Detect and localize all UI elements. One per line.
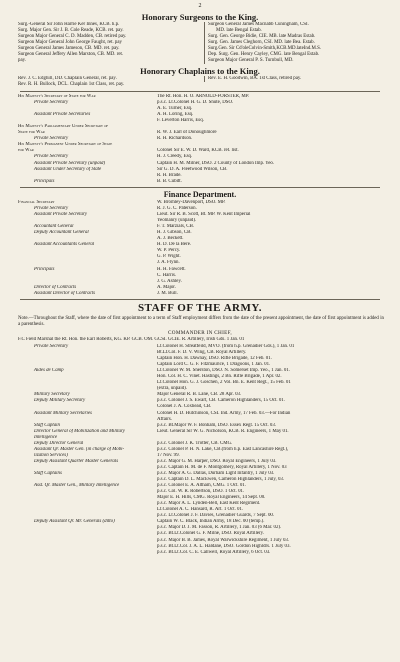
- office-holder: A. J. Beckett.: [157, 236, 184, 242]
- list-item: Surg. Gen. George Bidie, CIE. MB. late Madras Estab.: [208, 34, 316, 40]
- office-holder: G. P. Wight.: [157, 254, 181, 260]
- commander-line: F.C Field Marshal the Rt. Hon. the Earl Roberts, KG. KP. GCB. OM. GCSI. GCIE. R. Artillery, Irish Gds. 1 Jan. 01: [18, 337, 245, 342]
- office-label: Deputy Military Secretary: [34, 398, 86, 404]
- list-item: Dep. Surg. Gen. Henry Cayley, CMG. late Bengal Estab.: [208, 52, 320, 58]
- list-item: Surgeon Major General C. D. Madden, CB. retired pay.: [18, 34, 127, 40]
- office-holder: R. H. Brade.: [157, 172, 182, 178]
- office-label: Private Secretary: [34, 100, 69, 106]
- list-item: Surg. Major Gen. Sir J. B. Cole Reade, KCB. ret. pay.: [18, 28, 124, 34]
- office-holder: (extra, unpaid).: [157, 386, 188, 392]
- list-item: Rev. E. H. Goodwin, BA. 1st Class, retired pay.: [208, 76, 302, 81]
- list-item: Surgeon Major General John George Faught, ret. pay: [18, 40, 122, 46]
- office-holder: H. D. De la Bere.: [157, 242, 192, 248]
- list-item: MD. late Bengal Estab.: [216, 28, 262, 34]
- office-holder: F. Leverton Harris, Esq.: [157, 118, 204, 124]
- office-holder: p.s.c. Captain D. L. MacEwen, Cameron Highlanders, 1 July, 03.: [157, 477, 285, 483]
- office-label: Director of Contracts: [34, 284, 77, 290]
- office-holder: H. H. Fawcett.: [157, 266, 186, 272]
- office-holder: Bt.Lt.Col. F. D. V. Wing, CB. Royal Artillery.: [157, 350, 247, 356]
- honorary-surgeons-right: [204, 22, 388, 64]
- office-holder: Colonel Sir E. W. D. Ward, KCB. ret. list.: [157, 148, 239, 154]
- office-holder: Lt.Colonel Hon. G. J. Goschen, 2 Vol. Bn. E. Kent Regt., 15 Feb. 01: [157, 380, 291, 386]
- office-holder: Affairs.: [157, 416, 172, 422]
- office-holder: Hon. Col. H. C. Vinet. Hastings, 2 Bn. Rifle Brigade, 1 Apr. 02.: [157, 374, 282, 380]
- office-holder: p.s.c. Lt.Colonel H. G. D. Shute, DSO.: [157, 100, 234, 106]
- finance-heading: Finance Department.: [163, 190, 237, 199]
- honorary-chaplains-heading: Honorary Chaplains to the King.: [140, 66, 260, 76]
- office-holder: H. J. Gibson, CB.: [157, 230, 192, 236]
- office-holder: Sir G. D. A. Fleetwood Wilson, CB.: [157, 166, 228, 172]
- office-holder: Lt.Colonel H. Streatfeild, MVO. (from h.p. Grenadier Gds.), 1 Jan. 01: [157, 344, 295, 349]
- office-holder: p.s.c. Major B. B. James, Royal Warwickshire Regiment, 1 July 03.: [157, 537, 290, 543]
- office-label: Assistant Under Secretary of State: [34, 166, 102, 172]
- office-holder: R. J. G. C. Paterson.: [157, 206, 197, 212]
- office-holder: Captain Lord C. G. F. Fitzmaurice, 1 Dragoons, 1 Jan. 01.: [157, 362, 271, 368]
- office-label: Deputy Accountant General: [34, 230, 89, 236]
- office-holder: p.s.c. Major G. M. Harper, DSO. Royal Engineers, 1 July 03.: [157, 458, 277, 464]
- staff-block: [18, 344, 384, 556]
- office-label: Intelligence: [34, 434, 58, 440]
- office-holder: Lieut. Sir R. B. Scott, Bt. MP. W. Kent Imperial: [157, 212, 251, 218]
- office-holder: p.s.c. Major D. J. M. Fasson, R. Artillery, 1 Jan. 03 (6 Mar. 02).: [157, 525, 282, 531]
- office-holder: p.s.c. Bt.Lt.Col. J. A. L. Haldane, DSO. Gordon Highldrs. 1 July 03.: [157, 543, 291, 549]
- office-holder: B. B. Cubitt.: [157, 178, 182, 184]
- list-item: Surg.Gen. Sir Cd'oleColvin-Smith,KCB.MD.lateInd.M.S.: [208, 46, 322, 52]
- staff-heading: STAFF OF THE ARMY.: [137, 302, 263, 314]
- office-holder: p.s.c. Major A. G. Dallas, Durham Light Infantry, 1 July 03.: [157, 470, 275, 476]
- office-holder: J. M. Bull.: [157, 290, 178, 296]
- table-row: [18, 291, 384, 297]
- office-holder: Captain H. M. Milner, DSO. 2 County of London Imp. Yeo.: [157, 160, 275, 166]
- office-label: Financial Secretary: [18, 200, 55, 205]
- office-label: Staff Captains: [34, 470, 62, 476]
- office-holder: Captain Hon. H. Dawnay, DSO. Rifle Brigade, 12 Feb. 01.: [157, 356, 272, 362]
- office-label: Accountant General: [34, 224, 74, 230]
- table-row: [18, 550, 384, 556]
- office-holder: A. E. Turner, Esq.: [157, 106, 193, 112]
- office-holder: W. P. Percy.: [157, 248, 181, 254]
- office-label: Private Secretary: [34, 136, 69, 142]
- office-holder: H. J. Creedy, Esq.: [157, 154, 193, 160]
- office-label: lization Services): [34, 452, 68, 458]
- office-label: Assistant Qr. Master Gen. (in charge of Mobi-: [34, 446, 125, 452]
- divider: [20, 91, 380, 92]
- office-holder: Lt.Colonel A. C. Hansard, R. Art. 1 Oct. 01.: [157, 507, 244, 513]
- honorary-chaplains-right: [204, 76, 388, 82]
- office-holder: p.s.c. Captain H. M. de F. Montgomery, Royal Artillery, 1 Nov. 03: [157, 464, 287, 470]
- office-holder: R. H. Richardson.: [157, 136, 193, 142]
- war-office-block: [18, 94, 384, 185]
- office-label: Deputy Director General: [34, 440, 84, 446]
- office-holder: p.s.c. Bt.Major W. F. Bonham, DSO. Essex Regt. 15 Oct. 03.: [157, 422, 277, 428]
- office-holder: p.s.c. Colonel J. S. Ewart, CB. Cameron Highlanders, 15 Oct. 01.: [157, 398, 285, 404]
- list-item: Surg. Gen. James Cleghorn, CSI. MD. late Bea. Estab.: [208, 40, 315, 46]
- office-holder: F. T. Marzials, CB.: [157, 224, 195, 230]
- office-label: Assistant Private Secretary (unpaid): [34, 160, 106, 166]
- office-holder: Captain W. C. Black, Indian Army, 18 Dec. 00 (temp.).: [157, 519, 265, 525]
- office-label: Assistant Accountants General: [34, 242, 95, 248]
- list-item: Surgeon General James Jameson, CB. MD. ret. pay.: [18, 46, 120, 52]
- office-label: His Majesty's Secretary of State for War: [18, 94, 96, 99]
- table-row: [18, 179, 384, 185]
- office-holder: p.s.c. Bt.Lt.Colonel G. F. Milne, DSO. Royal Artillery.: [157, 531, 265, 537]
- office-label: Private Secretary: [34, 154, 69, 160]
- office-label: Asst. Qr. Master Gen., Military Intelligence: [34, 483, 120, 489]
- office-holder: p.s.c. Bt.Lt.Col. C. E. Callwell, Royal Artillery, 6 Oct. 03.: [157, 549, 271, 555]
- office-holder: C. Harris.: [157, 272, 177, 278]
- office-holder: Lieut. General Sir W. G. Nicholson, KCB. R. Engineers, 1 May 01.: [157, 428, 289, 434]
- list-item: Surgeon General Jeffery Allen Marston, CB. MD. ret.: [18, 52, 124, 58]
- finance-block: [18, 200, 384, 297]
- office-holder: R. W. J. Earl of Donoughmore: [157, 130, 217, 136]
- office-holder: A. Major.: [157, 284, 176, 290]
- divider: [20, 299, 380, 300]
- office-label: Assistant Director of Contracts: [34, 290, 96, 296]
- office-label: Deputy Assistant Qr. Mr. Generals (ditto): [34, 519, 115, 525]
- office-label: State for War: [18, 130, 45, 136]
- list-item: pay.: [18, 58, 26, 64]
- office-holder: p.s.c. Colonel J. K. Trotter, CB. CMG.: [157, 440, 233, 446]
- office-label: Principals: [34, 266, 55, 272]
- office-label: Private Secretary: [34, 206, 69, 212]
- office-holder: Lt.Colonel W. M. Sherston, DSO. N. Somerset Imp. Yeo., 1 Jan. 01.: [157, 368, 290, 374]
- office-label: Assistant Private Secretary: [34, 212, 88, 218]
- office-holder: Major E. H. Hills, CMG. Royal Engineers, 14 Sept. 00.: [157, 495, 266, 501]
- office-label: Director General of Mobilization and Military: [34, 428, 125, 434]
- office-holder: Colonel H. D. Hutchinson, CSI. Ind. Army, 17 Feb. 03.—For Indian: [157, 410, 291, 416]
- office-holder: Yeomanry (unpaid).: [157, 218, 197, 224]
- honorary-surgeons-left: [18, 22, 198, 64]
- commander-heading: COMMANDER IN CHIEF,: [168, 330, 232, 336]
- office-holder: p.s.c. Major A. L. Lynden-Bell, East Kent Regiment.: [157, 501, 261, 507]
- office-holder: The Rt. Hon. H. O. ARNOLD-FORSTER, MP.: [157, 94, 250, 99]
- office-holder: Major General R. B. Lane, CB. 28 Apr. 03.: [157, 392, 242, 398]
- list-item: Rev. R. H. Bullock, DCL. Chaplain 1st Class, ret. pay.: [18, 82, 125, 88]
- office-holder: p.s.c. Colonel P. H. N. Lake, CB.(from h.p. East Lancashire Regt.),: [157, 446, 289, 452]
- office-holder: 17 Nov. 99.: [157, 452, 180, 458]
- office-holder: W. Bromley-Davenport, DSO. MP.: [157, 200, 226, 205]
- office-label: Assistant Military Secretaries: [34, 410, 92, 416]
- office-label: for War: [18, 148, 34, 154]
- office-label: Staff Captain: [34, 422, 60, 428]
- office-holder: J. A. Flynn.: [157, 260, 180, 266]
- office-label: Assistant Private Secretaries: [34, 112, 91, 118]
- office-holder: J. G. Ashley.: [157, 278, 182, 284]
- office-label: His Majesty's Parliamentary Under Secretary of: [18, 124, 109, 130]
- page-number: 2: [198, 3, 202, 9]
- honorary-surgeons-heading: Honorary Surgeons to the King.: [141, 12, 259, 22]
- office-holder: p.s.c. Col. W. R. Robertson, DSO. 1 Oct. 01.: [157, 489, 245, 495]
- office-label: [18, 550, 157, 556]
- list-item: Surg.-General Sir John Harrie Ker Innes, KCB. h.p.: [18, 22, 120, 27]
- staff-note: Note.—Throughout the Staff, where the date of first appointment to a term of Staff employment differs from the date of the present appointment, the date of first appointment is added in a parenthesis.: [18, 316, 384, 328]
- divider: [20, 187, 380, 188]
- office-holder: A. H. Loring, Esq.: [157, 112, 194, 118]
- office-label: His Majesty's Permanent Under Secretary of State: [18, 142, 113, 148]
- office-label: Private Secretary: [34, 344, 69, 349]
- office-holder: p.s.c. Lt.Colonel J. F. Davies, Grenadier Guards, 7 Sept. 00.: [157, 513, 275, 519]
- office-holder: p.s.c. Colonel E. A. Altham, CMG. 1 Oct. 01.: [157, 483, 246, 489]
- list-item: Surgeon Major General P. S. Turnbull, MD.: [208, 58, 294, 64]
- office-label: Military Secretary: [34, 392, 70, 398]
- office-label: Aides de Camp: [34, 368, 64, 374]
- list-item: Rev. J. C. Edghill, DD. Chaplain General, ret. pay.: [18, 76, 117, 81]
- office-label: Principals: [34, 178, 55, 184]
- office-holder: Colonel J. A. Coxhead, CB.: [157, 404, 212, 410]
- office-label: Deputy Assistant Quarter Master Generals: [34, 458, 119, 464]
- list-item: Surgeon General James Macnabb Cuningham, CSI.: [208, 22, 309, 27]
- honorary-chaplains-left: [18, 76, 198, 88]
